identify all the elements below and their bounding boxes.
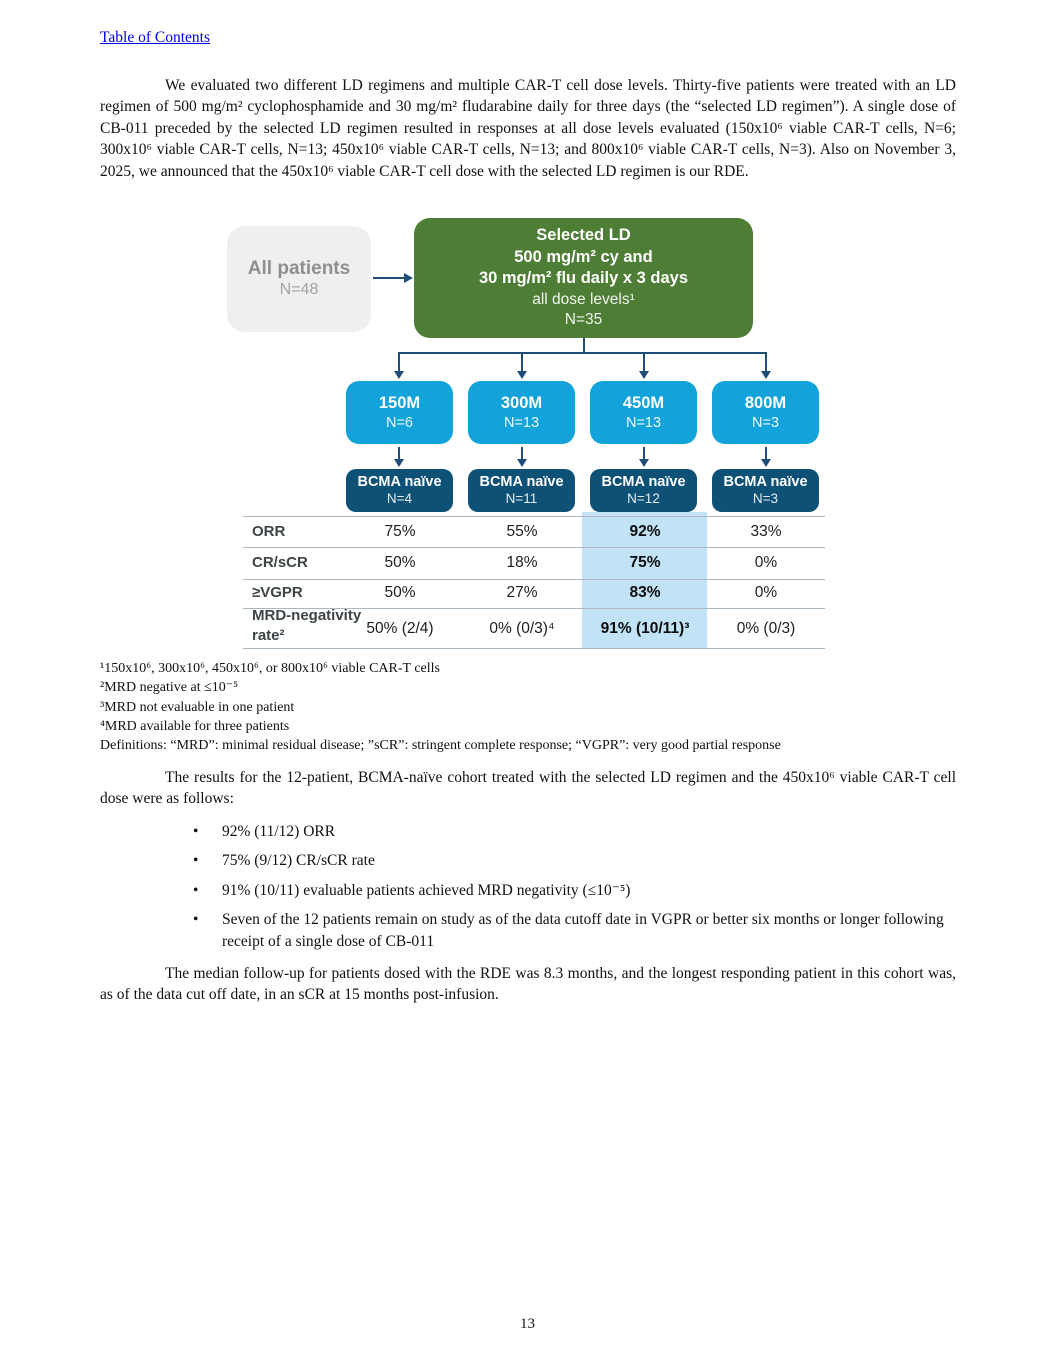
bcma-n: N=12 bbox=[627, 491, 660, 506]
table-cell: 18% bbox=[506, 554, 538, 571]
bullet-text: 75% (9/12) CR/sCR rate bbox=[222, 852, 375, 870]
bullet-icon: • bbox=[193, 823, 199, 840]
selected-ld-dose-line1: 500 mg/m² cy and bbox=[514, 247, 653, 266]
table-cell: 0% (0/3)⁴ bbox=[489, 620, 555, 637]
bcma-n: N=3 bbox=[752, 491, 779, 506]
table-cell: 75% bbox=[629, 554, 661, 571]
connector-line bbox=[398, 352, 400, 372]
footnotes-block bbox=[100, 659, 960, 755]
row-label-mrd: MRD-negativity rate² bbox=[252, 607, 362, 644]
table-cell: 33% bbox=[750, 523, 782, 540]
table-cell: 92% bbox=[629, 523, 661, 540]
table-cell: 83% bbox=[629, 584, 661, 601]
dose-n: N=13 bbox=[625, 415, 662, 431]
footnote-2: ²MRD negative at ≤10⁻⁵ bbox=[100, 680, 239, 696]
arrow-right-icon bbox=[404, 273, 413, 283]
bcma-box-150m bbox=[346, 469, 453, 512]
selected-ld-title: Selected LD bbox=[536, 226, 631, 245]
page-number: 13 bbox=[520, 1316, 535, 1332]
results-bullet-list bbox=[100, 821, 956, 960]
table-cell: 0% (0/3) bbox=[736, 620, 796, 637]
bullet-text: 91% (10/11) evaluable patients achieved MRD negativity (≤10⁻⁵) bbox=[222, 881, 631, 899]
followup-paragraph: The median follow-up for patients dosed with the RDE was 8.3 months, and the longest responding patient in this cohort was, as of the data cut off date, in an sCR at 15 months post-infusion. bbox=[100, 965, 956, 1004]
table-cell: 27% bbox=[506, 584, 538, 601]
bcma-label: BCMA naïve bbox=[601, 474, 686, 490]
arrow-down-icon bbox=[761, 371, 771, 379]
bcma-n: N=4 bbox=[386, 491, 413, 506]
table-cell: 50% bbox=[384, 584, 416, 601]
bullet-text: 92% (11/12) ORR bbox=[222, 823, 336, 840]
list-item bbox=[100, 909, 956, 952]
dose-box-800m bbox=[712, 381, 819, 444]
table-cell: 50% (2/4) bbox=[366, 620, 434, 637]
arrow-down-icon bbox=[394, 459, 404, 467]
bullet-icon: • bbox=[193, 852, 199, 870]
arrow-down-icon bbox=[639, 459, 649, 467]
row-label-crscr: CR/sCR bbox=[252, 554, 308, 571]
footnote-3: ³MRD not evaluable in one patient bbox=[100, 699, 295, 715]
selected-ld-sub: all dose levels¹ bbox=[532, 290, 635, 308]
connector-line bbox=[373, 277, 404, 279]
list-item bbox=[100, 880, 956, 901]
table-cell: 0% bbox=[754, 554, 778, 571]
arrow-down-icon bbox=[517, 459, 527, 467]
bcma-box-800m bbox=[712, 469, 819, 512]
arrow-down-icon bbox=[761, 459, 771, 467]
dose-n: N=3 bbox=[751, 415, 779, 431]
connector-line bbox=[765, 352, 767, 372]
bcma-n: N=11 bbox=[505, 491, 538, 506]
table-cell: 75% bbox=[384, 523, 416, 540]
table-cell: 91% (10/11)³ bbox=[600, 620, 690, 637]
dose-label: 300M bbox=[500, 394, 543, 412]
footnote-1: ¹150x10⁶, 300x10⁶, 450x10⁶, or 800x10⁶ viable CAR-T cells bbox=[100, 661, 440, 676]
connector-line bbox=[399, 352, 767, 354]
dose-label: 450M bbox=[622, 394, 665, 412]
dose-label: 800M bbox=[744, 394, 787, 412]
dose-box-450m bbox=[590, 381, 697, 444]
table-rule bbox=[243, 648, 825, 649]
selected-ld-n: N=35 bbox=[564, 311, 603, 329]
all-patients-n: N=48 bbox=[279, 281, 319, 298]
connector-line bbox=[521, 352, 523, 372]
bcma-box-300m bbox=[468, 469, 575, 512]
footnote-4: ⁴MRD available for three patients bbox=[100, 718, 290, 734]
table-cell: 50% bbox=[384, 554, 416, 571]
selected-ld-dose-line2: 30 mg/m² flu daily x 3 days bbox=[478, 269, 689, 288]
all-patients-box bbox=[227, 226, 371, 332]
selected-ld-box bbox=[414, 218, 753, 338]
table-cell: 55% bbox=[506, 523, 538, 540]
footnote-definitions: Definitions: “MRD”: minimal residual disease; ”sCR”: stringent complete response; “VGPR”: very good partial response bbox=[100, 738, 781, 754]
bullet-icon: • bbox=[193, 881, 199, 899]
arrow-down-icon bbox=[517, 371, 527, 379]
row-label-orr: ORR bbox=[252, 523, 286, 540]
list-item bbox=[100, 850, 956, 871]
row-label-vgpr: ≥VGPR bbox=[252, 584, 303, 601]
table-of-contents-link[interactable]: Table of Contents bbox=[100, 29, 210, 46]
bullet-icon: • bbox=[193, 911, 199, 929]
dose-box-300m bbox=[468, 381, 575, 444]
table-cell: 0% bbox=[754, 584, 778, 601]
bcma-label: BCMA naïve bbox=[723, 474, 808, 490]
all-patients-title: All patients bbox=[247, 258, 351, 279]
intro-paragraph: We evaluated two different LD regimens and multiple CAR-T cell dose levels. Thirty-five patients were treated with an LD regimen of 500 mg/m² cyclophosphamide and 30 mg/m² fludarabine daily for three days (the “selected LD regimen”). A single dose of CB-011 preceded by the selected LD regimen resulted in responses at all dose levels evaluated (150x10⁶ viable CAR-T cells, N=6; 300x10⁶ viable CAR-T cells, N=13; 450x10⁶ viable CAR-T cells, N=13; and 800x10⁶ viable CAR-T cells, N=3). Also on November 3, 2025, we announced that the 450x10⁶ viable CAR-T cell dose with the selected LD regimen is our RDE. bbox=[100, 77, 956, 180]
results-paragraph: The results for the 12-patient, BCMA-naïve cohort treated with the selected LD regimen and the 450x10⁶ viable CAR-T cell dose were as follows: bbox=[100, 769, 956, 808]
dose-n: N=13 bbox=[503, 415, 540, 431]
bcma-box-450m bbox=[590, 469, 697, 512]
bcma-label: BCMA naïve bbox=[479, 474, 564, 490]
dose-n: N=6 bbox=[385, 415, 413, 431]
bullet-text: Seven of the 12 patients remain on study as of the data cutoff date in VGPR or better six months or longer following receipt of a single dose of CB-011 bbox=[222, 911, 944, 950]
connector-line bbox=[583, 338, 585, 352]
dose-box-150m bbox=[346, 381, 453, 444]
dose-label: 150M bbox=[378, 394, 421, 412]
bcma-label: BCMA naïve bbox=[357, 474, 442, 490]
connector-line bbox=[643, 352, 645, 372]
arrow-down-icon bbox=[639, 371, 649, 379]
list-item bbox=[100, 821, 956, 842]
arrow-down-icon bbox=[394, 371, 404, 379]
